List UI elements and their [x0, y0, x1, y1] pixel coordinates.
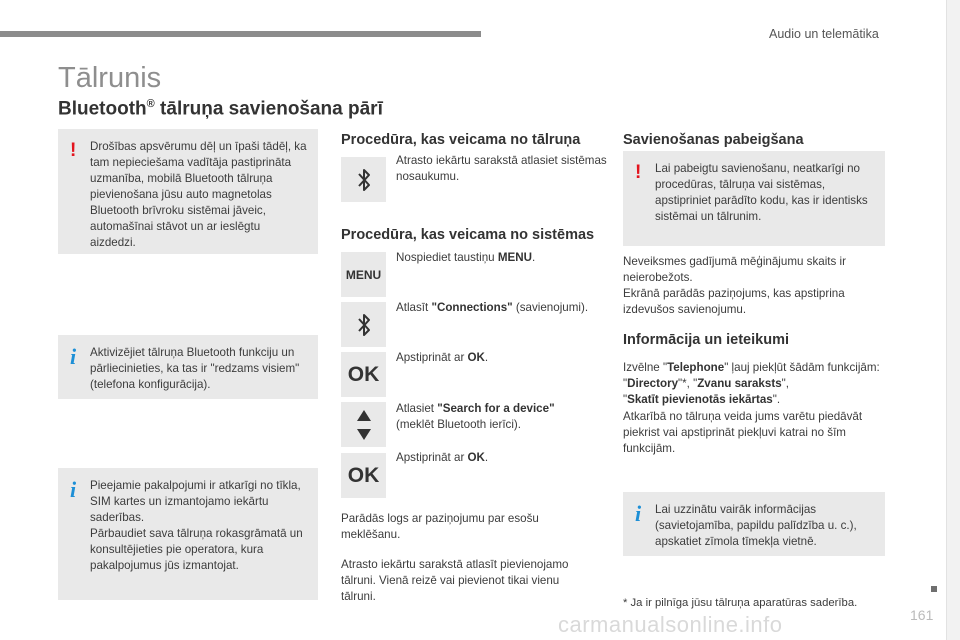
- info-icon: i: [70, 477, 77, 502]
- warning-icon: !: [70, 140, 77, 161]
- bluetooth-visibility-text: Aktivizējiet tālruņa Bluetooth funkciju un pārliecinieties, ka tas ir "redzams visiem" (telefona konfigurācija).: [90, 346, 300, 391]
- info-tips-heading: Informācija un ieteikumi: [623, 332, 789, 348]
- bluetooth-icon: [341, 157, 386, 202]
- warning-icon: !: [635, 162, 642, 183]
- info-icon: i: [70, 344, 77, 369]
- page-subtitle: Bluetooth® tālruņa savienošana pārī: [58, 98, 383, 120]
- menu-button-icon: MENU: [341, 252, 386, 297]
- bluetooth-visibility-note: [58, 335, 318, 399]
- page-edge-strip: [946, 0, 960, 640]
- info-icon: i: [635, 501, 642, 526]
- services-note-text: Pieejamie pakalpojumi ir atkarīgi no tīkla, SIM kartes un izmantojamo iekārtu saderības. Pārbaudiet sava tālruņa rokasgrāmatā un konsultējieties pie operatora, kura pakalpojumus jūs izmantojat.: [90, 479, 303, 572]
- completion-heading: Savienošanas pabeigšana: [623, 132, 804, 148]
- page-number: 161: [910, 607, 934, 623]
- website-note: [623, 492, 885, 556]
- ok-button-icon: OK: [341, 453, 386, 498]
- page-title: Tālrunis: [58, 62, 162, 94]
- telephone-menu-text: Izvēlne "Telephone" ļauj piekļūt šādām funkcijām: "Directory"*, "Zvanu saraksts", "Skatīt pievienotās iekārtas".: [623, 361, 880, 406]
- select-phone-text: Atrasto iekārtu sarakstā atlasīt pievienojamo tālruni. Vienā reizē vai pievienot tikai vienu tālruni.: [341, 558, 569, 603]
- completion-text: Neveiksmes gadījumā mēģinājumu skaits ir neierobežots. Ekrānā parādās paziņojums, kas apstiprina izdevušos savienojumu.: [623, 255, 846, 316]
- safety-warning-note: [58, 129, 318, 254]
- system-step-3: Apstiprināt ar OK.: [396, 351, 489, 364]
- search-message-text: Parādās logs ar paziņojumu par esošu meklēšanu.: [341, 512, 539, 541]
- phone-procedure-heading: Procedūra, kas veicama no tālruņa: [341, 132, 581, 148]
- header-bar: [0, 31, 481, 37]
- system-step-5: Apstiprināt ar OK.: [396, 451, 489, 464]
- website-note-text: Lai uzzinātu vairāk informācijas (savietojamība, papildu palīdzība u. c.), apskatiet zīmola tīmekļa vietnē.: [655, 503, 857, 548]
- ok-button-icon: OK: [341, 352, 386, 397]
- section-title: Audio un telemātika: [769, 27, 879, 41]
- up-down-arrows-icon: [341, 402, 386, 447]
- watermark: carmanualsonline.info: [558, 612, 783, 637]
- completion-warning-text: Lai pabeigtu savienošanu, neatkarīgi no procedūras, tālruņa vai sistēmas, apstipriniet parādīto kodu, kas ir identisks sistēmai un tālrunim.: [655, 162, 868, 223]
- completion-warning-note: [623, 151, 885, 246]
- services-note: [58, 468, 318, 600]
- system-step-2: Atlasīt "Connections" (savienojumi).: [396, 301, 589, 314]
- bluetooth-icon: [341, 302, 386, 347]
- access-permission-text: Atkarībā no tālruņa veida jums varētu piedāvāt piekrist vai apstiprināt piekļuvi katrai no šīm funkcijām.: [623, 410, 863, 455]
- system-procedure-heading: Procedūra, kas veicama no sistēmas: [341, 227, 595, 243]
- system-step-4: Atlasiet "Search for a device" (meklēt Bluetooth ierīci).: [396, 402, 555, 431]
- page-marker: [931, 586, 937, 592]
- safety-warning-text: Drošības apsvērumu dēļ un īpaši tādēļ, ka tam nepieciešama vadītāja pastiprināta uzmanība, mobilā Bluetooth tālruņa pievienošana jūsu auto magnetolas Bluetooth brīvroku sistēmai jāveic, automašīnai stāvot un ar ieslēgtu aizdedzi.: [90, 140, 307, 249]
- phone-procedure-step: Atrasto iekārtu sarakstā atlasiet sistēmas nosaukumu.: [396, 154, 607, 183]
- footnote: * Ja ir pilnīga jūsu tālruņa aparatūras saderība.: [623, 597, 858, 609]
- system-step-1: Nospiediet taustiņu MENU.: [396, 251, 536, 264]
